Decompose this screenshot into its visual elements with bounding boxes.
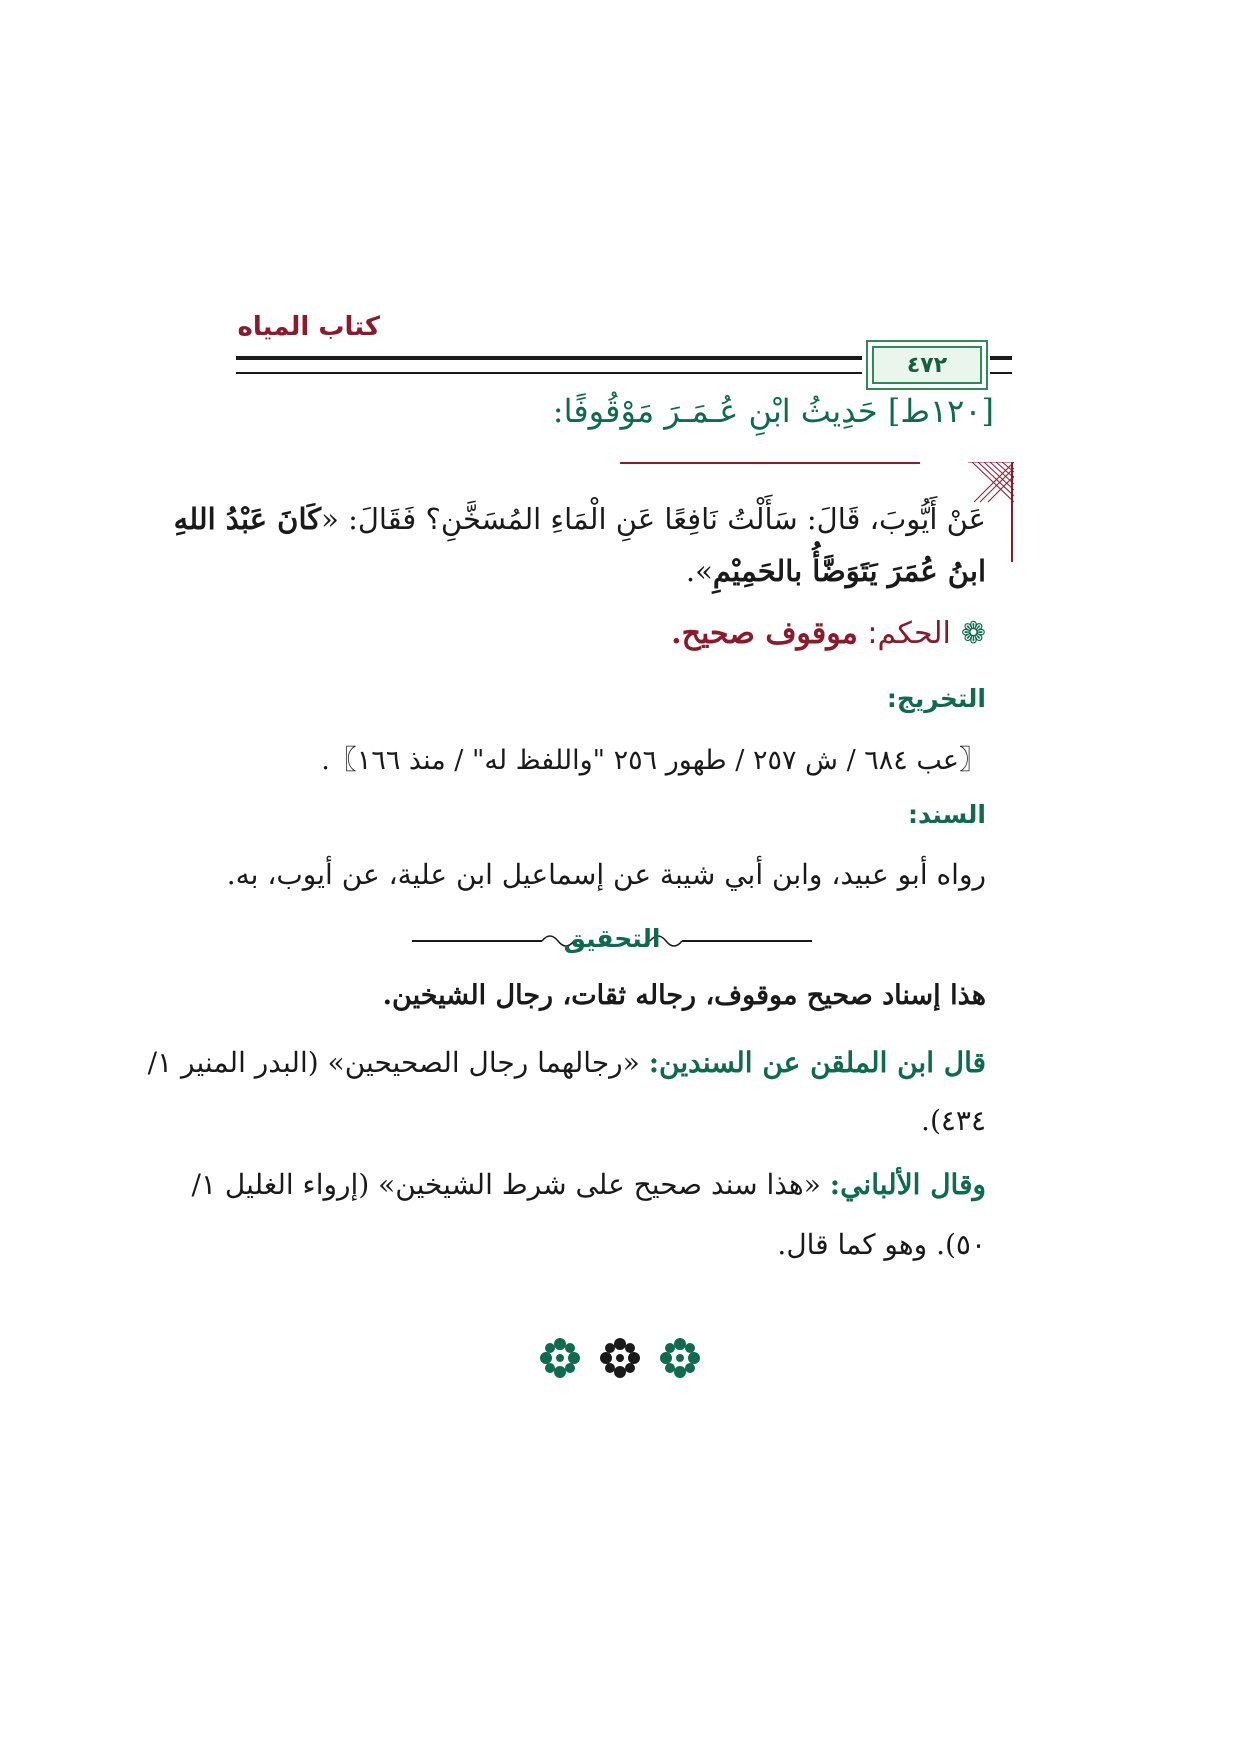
ruling-label: الحكم: (867, 616, 951, 651)
quote-2-speaker: وقال الألباني: (829, 1168, 986, 1201)
quote-2-line-2: ٥٠). وهو كما قال. (777, 1228, 986, 1261)
takhrij-text: 〖عب ٦٨٤ / ش ٢٥٧ / طهور ٢٥٦ "واللفظ له" / منذ ١٦٦〗. (321, 745, 986, 776)
flower-ornament-icon (540, 1338, 580, 1378)
hadith-matn-start: كَانَ عَبْدُ اللهِ (173, 502, 322, 536)
page-number: ٤٧٢ (906, 352, 948, 378)
ruling-line (671, 616, 986, 651)
quote-1-line-1 (148, 1046, 986, 1079)
quote-2-text: «هذا سند صحيح على شرط الشيخين» (إرواء الغليل ١/ (191, 1168, 830, 1201)
hadith-narration: عَنْ أَيُّوبَ، قَالَ: سَأَلْتُ نَافِعًا عَنِ الْمَاءِ المُسَخَّنِ؟ فَقَالَ: « (321, 502, 986, 536)
tahqiq-label: التحقيق (563, 924, 661, 953)
hadith-line-2 (686, 546, 986, 596)
flower-ornament-icon (600, 1338, 640, 1378)
page-number-badge (866, 340, 988, 390)
flower-bullet-icon: ❁ (960, 616, 986, 651)
hadith-closing: ». (685, 554, 713, 588)
running-header-book-title: كتاب المياه (237, 312, 380, 342)
takhrij-label: التخريج: (886, 684, 986, 713)
hadith-line-1 (174, 494, 986, 544)
header-rule-short (990, 356, 1012, 374)
end-ornaments (540, 1338, 700, 1382)
quote-1-speaker: قال ابن الملقن عن السندين: (648, 1046, 986, 1079)
ruling-value: موقوف صحيح. (671, 616, 858, 651)
quote-1-line-2: ٤٣٤). (921, 1104, 986, 1137)
header-rule (236, 356, 862, 374)
section-heading: [١٢٠ط] حَدِيثُ ابْنِ عُـمَـرَ مَوْقُوفًا: (552, 392, 994, 430)
quote-2-line-1 (192, 1168, 986, 1201)
flower-ornament-icon (660, 1338, 700, 1378)
hadith-matn-end: ابنُ عُمَرَ يَتَوَضَّأُ بالحَمِيْمِ (712, 554, 986, 588)
sanad-text: رواه أبو عبيد، وابن أبي شيبة عن إسماعيل ابن علية، عن أيوب، به. (226, 858, 986, 891)
tahqiq-verdict: هذا إسناد صحيح موقوف، رجاله ثقات، رجال الشيخين. (382, 980, 986, 1011)
heading-underline (620, 462, 920, 464)
sanad-label: السند: (907, 800, 986, 829)
quote-1-text: «رجالهما رجال الصحيحين» (البدر المنير ١/ (147, 1046, 649, 1079)
